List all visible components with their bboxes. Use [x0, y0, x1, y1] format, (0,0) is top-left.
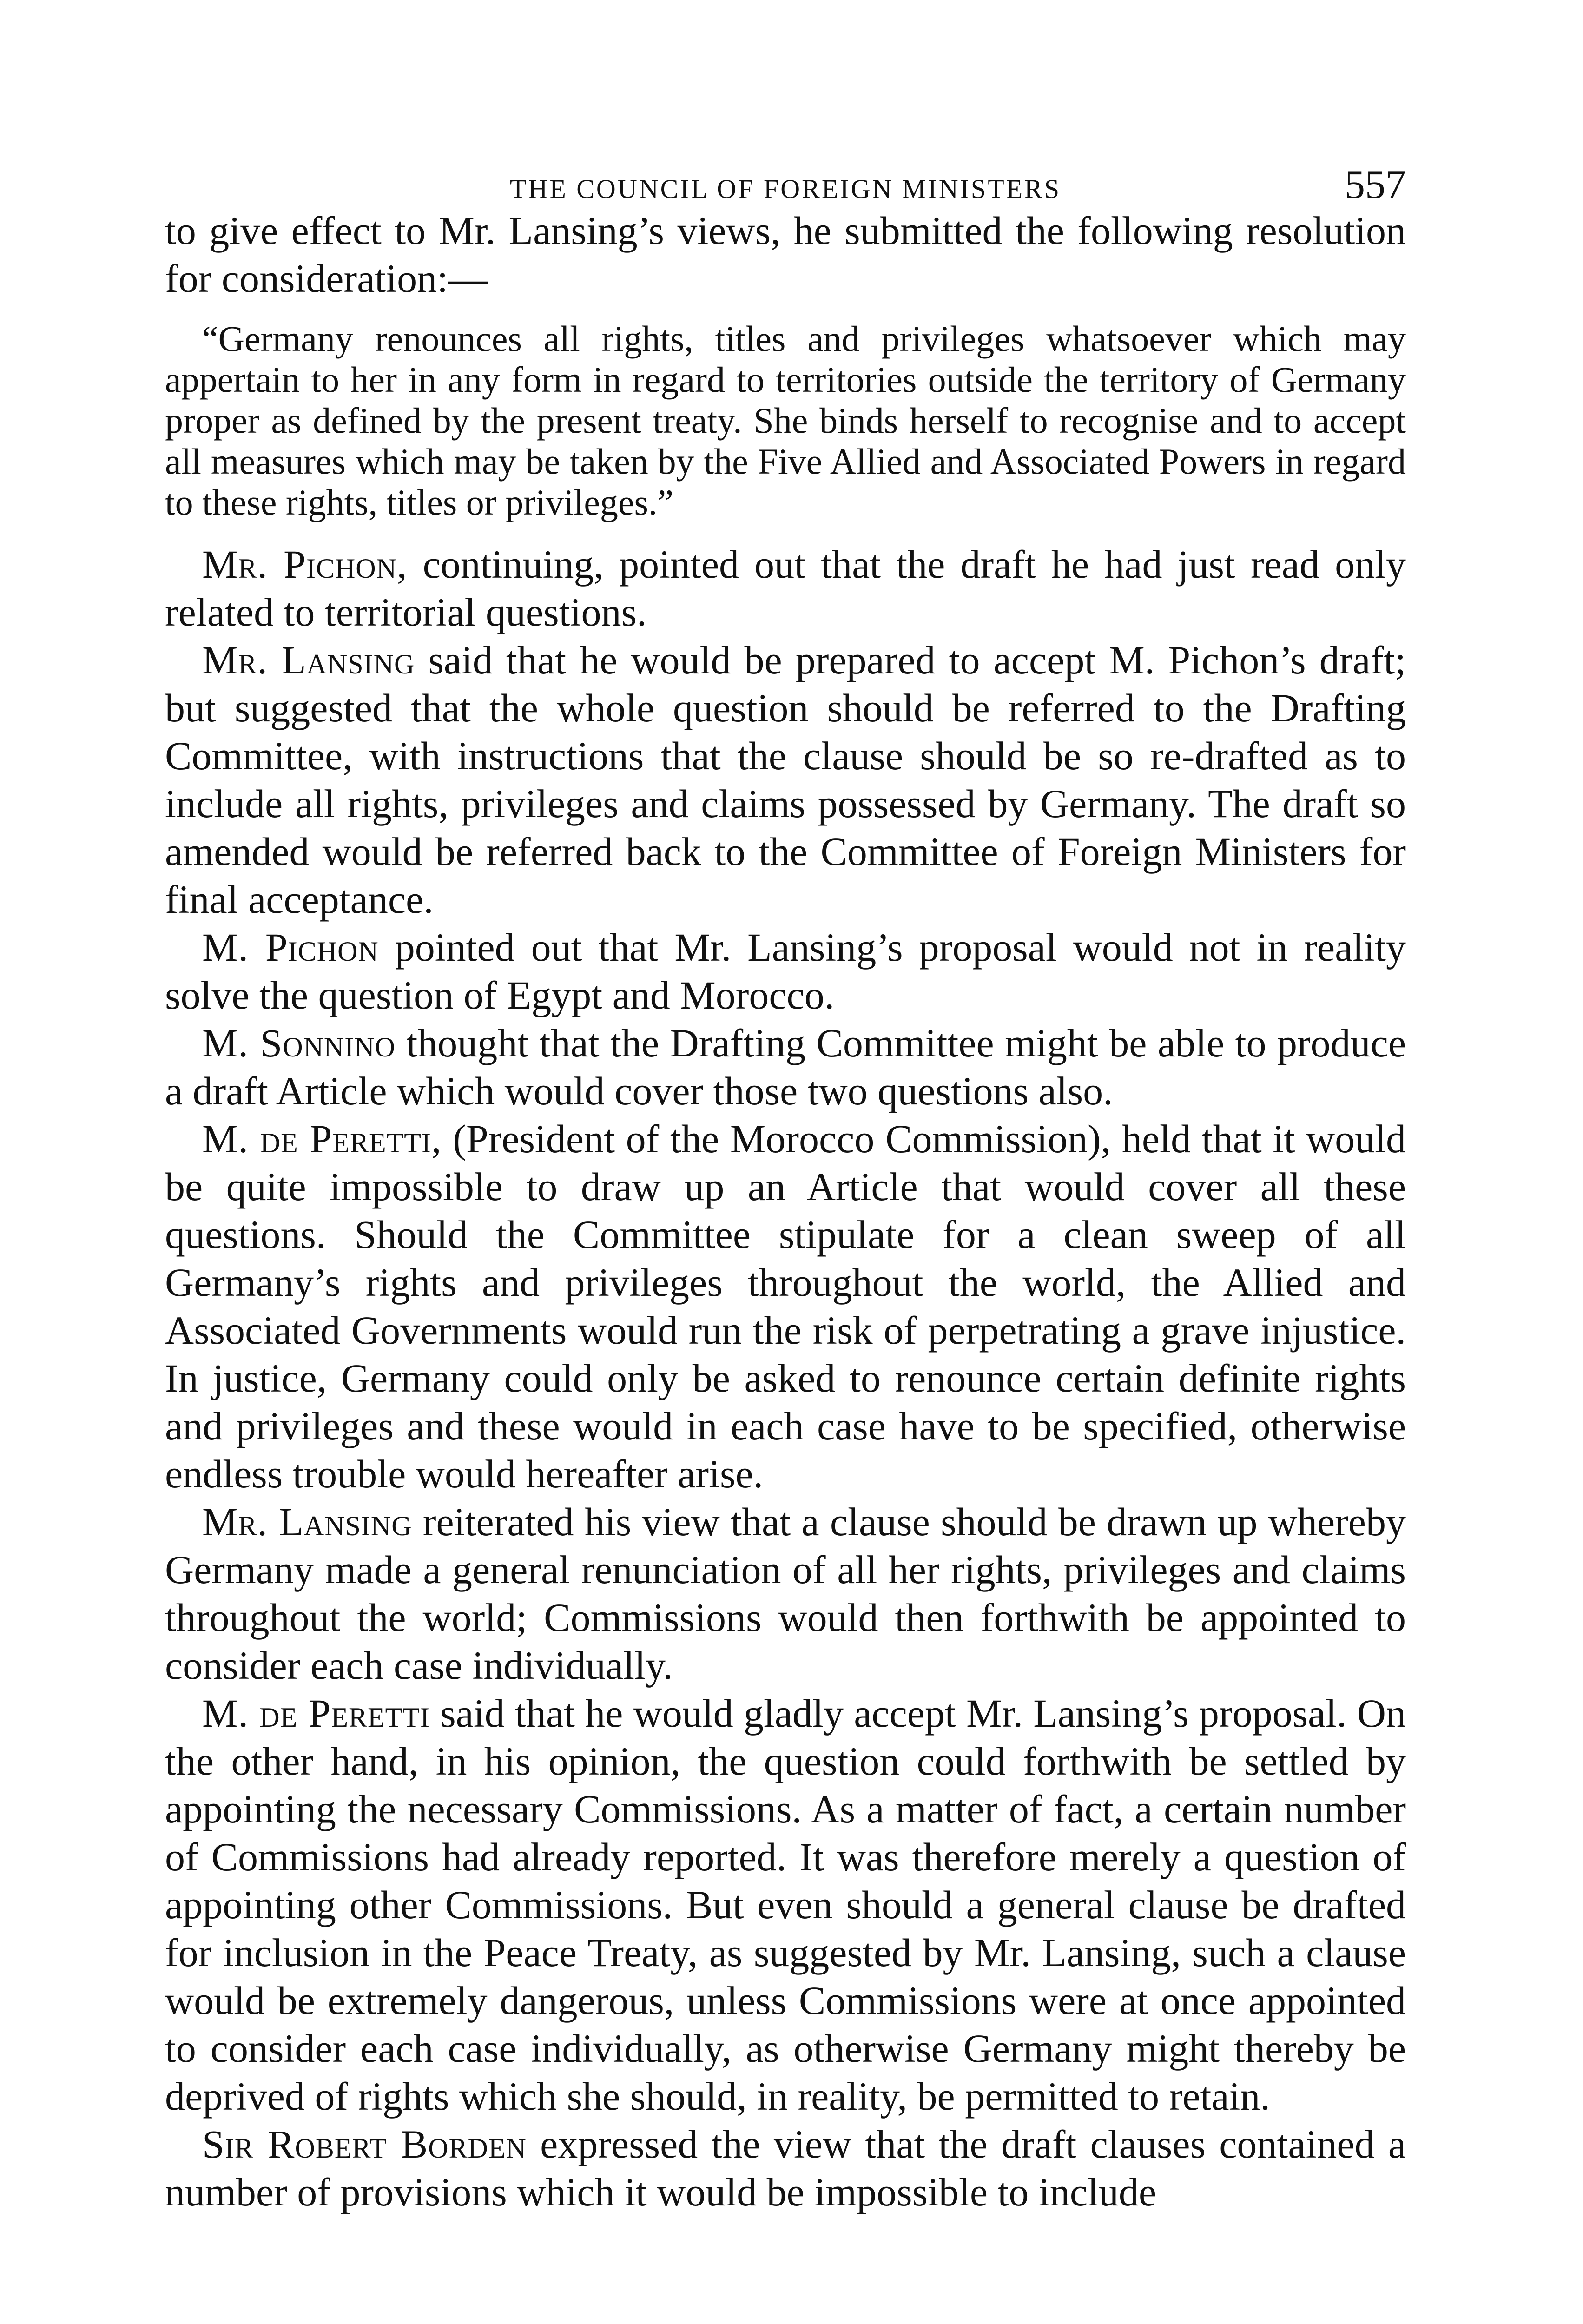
paragraph-text: to give effect to Mr. Lansing’s views, he submitted the following resolution for consideration:—: [165, 208, 1406, 301]
body-text: [165, 207, 1406, 2216]
paragraph-text: thought that the Drafting Committee might be able to produce a draft Article which would cover those two questions also.: [165, 1021, 1406, 1113]
speaker-name: Mr. Lansing: [202, 1499, 412, 1544]
paragraph-text: continuing, pointed out that the draft he had just read only related to territorial questions.: [165, 542, 1406, 634]
paragraph: [165, 924, 1406, 1019]
paragraph-text: expressed the view that the draft clauses contained a number of provisions which it would be impossible to include: [165, 2122, 1406, 2214]
paragraph-text: (President of the Morocco Commission), held that it would be quite impossible to draw up an Article that would cover all these questions. Should the Committee stipulate for a clean sweep of all Germany’s rights and privileges throughout the world, the Allied and Associated Governments would run the risk of perpetrating a grave injustice. In justice, Germany could only be asked to renounce certain definite rights and privileges and these would in each case have to be specified, otherwise endless trouble would hereafter arise.: [165, 1116, 1406, 1496]
document-page: [165, 156, 1406, 2216]
speaker-name: Mr. Lansing: [202, 638, 415, 682]
speaker-name: Mr. Pichon,: [202, 542, 408, 587]
paragraph-text: “Germany renounces all rights, titles and privileges whatsoever which may appertain to her in any form in regard to territories outside the territory of Germany proper as defined by the present treaty. She binds herself to recognise and to accept all measures which may be taken by the Five Allied and Associated Powers in regard to these rights, titles or privileges.”: [165, 318, 1406, 522]
paragraph-text: reiterated his view that a clause should be drawn up whereby Germany made a general renunciation of all her rights, privileges and claims throughout the world; Commissions would then forthwith be appointed to consider each case individually.: [165, 1499, 1406, 1688]
speaker-name: Sir Robert Borden: [202, 2122, 527, 2166]
paragraph: [165, 1690, 1406, 2120]
running-title: THE COUNCIL OF FOREIGN MINISTERS: [510, 174, 1061, 204]
paragraph-text: said that he would gladly accept Mr. Lansing’s proposal. On the other hand, in his opinion, the question could forthwith be settled by appointing the necessary Commissions. As a matter of fact, a certain number of Commissions had already reported. It was therefore merely a question of appointing other Commissions. But even should a general clause be drafted for inclusion in the Peace Treaty, as suggested by Mr. Lansing, such a clause would be extremely dangerous, unless Commissions were at once appointed to consider each case individually, as otherwise Germany might thereby be deprived of rights which she should, in reality, be permitted to retain.: [165, 1691, 1406, 2119]
paragraph: [165, 1498, 1406, 1690]
speaker-name: M. Pichon: [202, 925, 379, 970]
paragraph-text: said that he would be prepared to accept M. Pichon’s draft; but suggested that the whole question should be referred to the Drafting Committee, with instructions that the clause should be so re-drafted as to include all rights, privileges and claims possessed by Germany. The draft so amended would be referred back to the Committee of Foreign Ministers for final acceptance.: [165, 638, 1406, 922]
speaker-name: M. Sonnino: [202, 1021, 396, 1065]
speaker-name: M. de Peretti: [202, 1691, 430, 1736]
paragraph: [165, 1019, 1406, 1115]
speaker-name: M. de Peretti,: [202, 1116, 442, 1161]
paragraph-text: pointed out that Mr. Lansing’s proposal would not in reality solve the question of Egypt and Morocco.: [165, 925, 1406, 1017]
page-number: 557: [1345, 162, 1406, 207]
paragraph: [165, 2120, 1406, 2216]
quoted-resolution: [165, 318, 1406, 523]
paragraph: [165, 541, 1406, 636]
paragraph: [165, 1115, 1406, 1498]
paragraph: [165, 636, 1406, 924]
paragraph: [165, 207, 1406, 303]
running-head: [165, 156, 1406, 207]
